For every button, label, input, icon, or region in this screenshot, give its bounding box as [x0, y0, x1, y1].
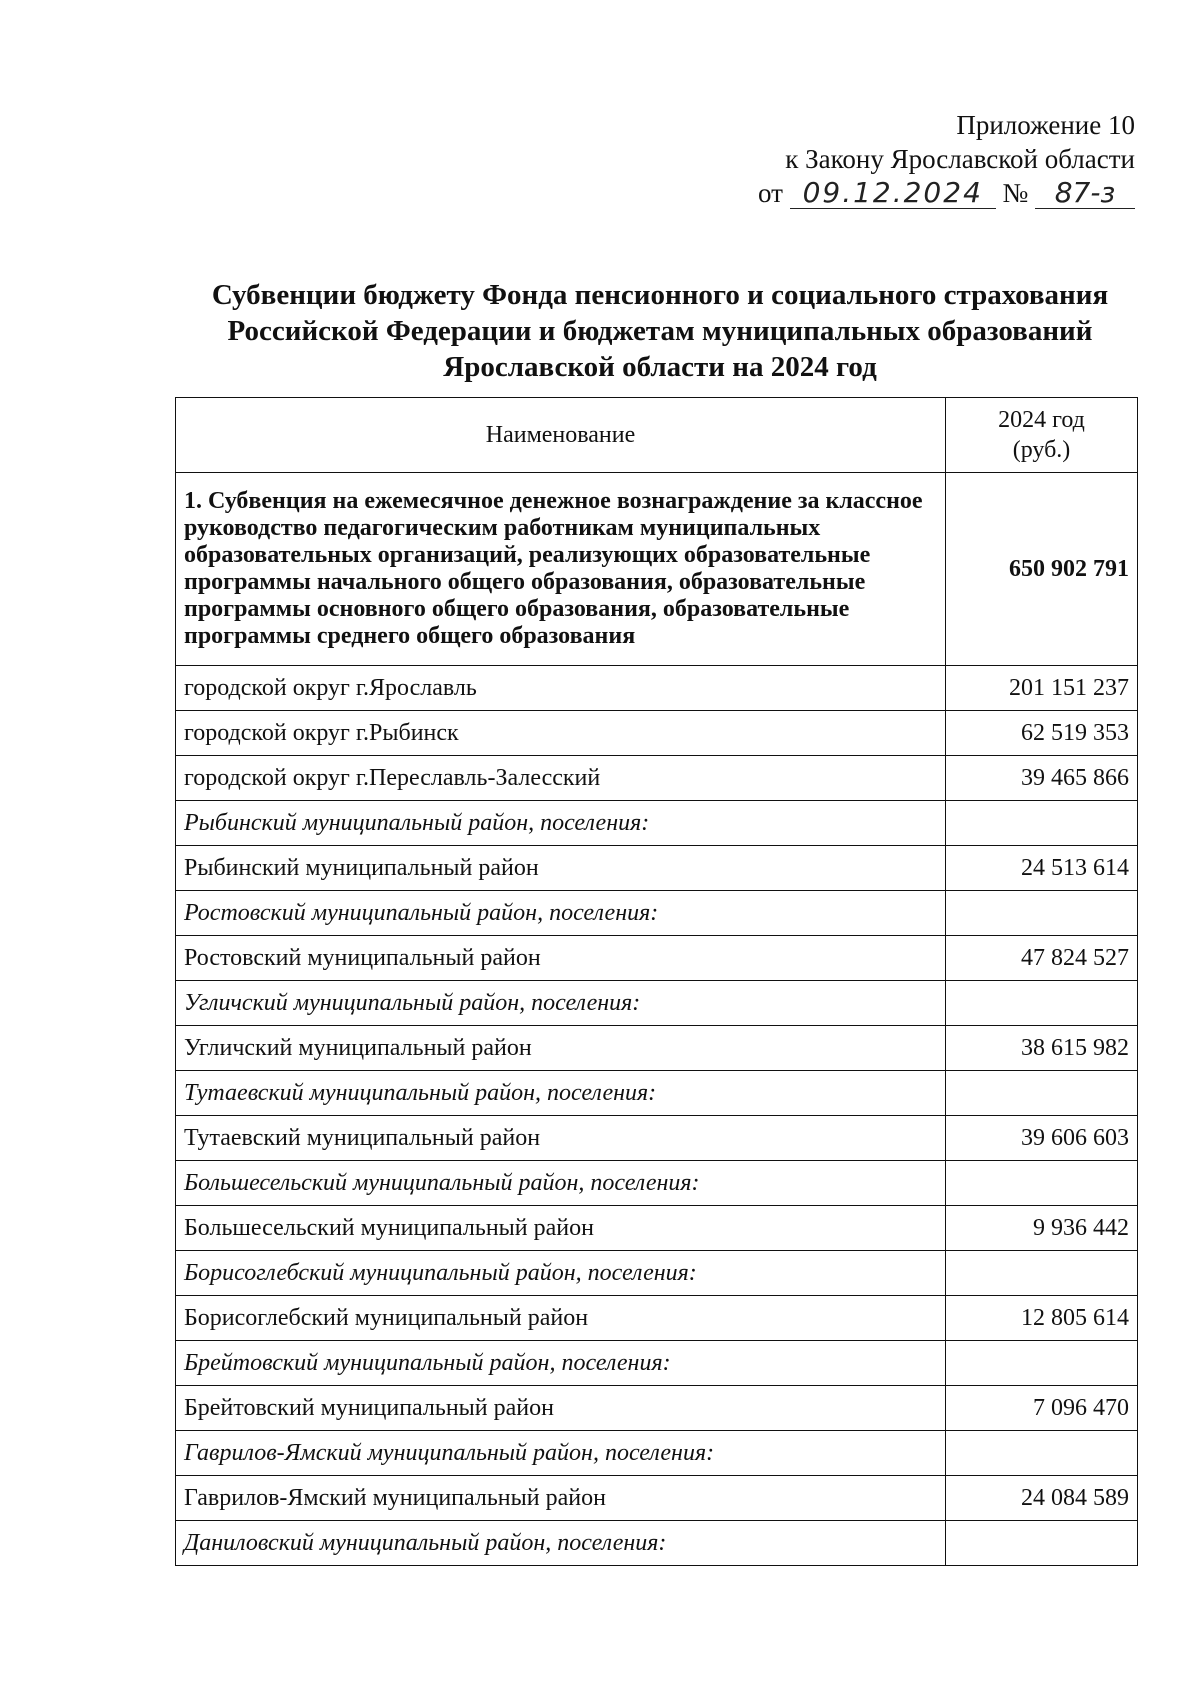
amount-cell: 24 513 614: [946, 846, 1138, 891]
table-row: [176, 1386, 1138, 1431]
handwritten-date: 09.12.2024: [790, 178, 996, 209]
amount-cell: 24 084 589: [946, 1476, 1138, 1521]
document-title: [200, 277, 1120, 385]
municipality-name-cell: Ростовский муниципальный район: [176, 936, 946, 981]
header-year-cell: [946, 398, 1138, 473]
table-row: [176, 1071, 1138, 1116]
district-group-label: Борисоглебский муниципальный район, поселения:: [176, 1251, 946, 1296]
title-line-1: Субвенции бюджету Фонда пенсионного и социального страхования: [211, 279, 1109, 311]
district-group-label: Гаврилов-Ямский муниципальный район, поселения:: [176, 1431, 946, 1476]
section-name-cell: 1. Субвенция на ежемесячное денежное вознаграждение за классное руководство педагогическим работникам муниципальных образовательных организаций, реализующих образовательные программы начального общего образования, образовательные программы основного общего образования, образовательные программы среднего общего образования: [176, 473, 946, 666]
handwritten-number: 87-з: [1035, 178, 1135, 209]
district-group-label: Большесельский муниципальный район, поселения:: [176, 1161, 946, 1206]
district-group-label: Даниловский муниципальный район, поселения:: [176, 1521, 946, 1566]
amount-cell: [946, 1071, 1138, 1116]
amount-cell: [946, 801, 1138, 846]
table-row: [176, 1476, 1138, 1521]
amount-cell: [946, 981, 1138, 1026]
amount-cell: 39 606 603: [946, 1116, 1138, 1161]
municipality-name-cell: Борисоглебский муниципальный район: [176, 1296, 946, 1341]
municipality-name-cell: Угличский муниципальный район: [176, 1026, 946, 1071]
amount-cell: [946, 891, 1138, 936]
amount-cell: 201 151 237: [946, 666, 1138, 711]
table-row: [176, 756, 1138, 801]
municipality-name-cell: Брейтовский муниципальный район: [176, 1386, 946, 1431]
municipality-name-cell: Рыбинский муниципальный район: [176, 846, 946, 891]
district-group-label: Ростовский муниципальный район, поселения:: [176, 891, 946, 936]
table-row: [176, 1251, 1138, 1296]
table-row: [176, 1116, 1138, 1161]
table-row: [176, 1296, 1138, 1341]
table-header-row: [176, 398, 1138, 473]
number-sign: №: [1002, 178, 1029, 208]
table-row: [176, 1431, 1138, 1476]
district-group-label: Брейтовский муниципальный район, поселения:: [176, 1341, 946, 1386]
municipality-name-cell: городской округ г.Переславль-Залесский: [176, 756, 946, 801]
municipality-name-cell: городской округ г.Ярославль: [176, 666, 946, 711]
header-unit-label: (руб.): [1012, 437, 1071, 463]
municipality-name-cell: Гаврилов-Ямский муниципальный район: [176, 1476, 946, 1521]
appendix-label: Приложение 10: [956, 110, 1135, 140]
table-row: [176, 666, 1138, 711]
amount-cell: [946, 1251, 1138, 1296]
district-group-label: Тутаевский муниципальный район, поселения:: [176, 1071, 946, 1116]
header-name-cell: Наименование: [176, 398, 946, 473]
section-amount-cell: 650 902 791: [946, 473, 1138, 666]
amount-cell: 62 519 353: [946, 711, 1138, 756]
table-row: [176, 1341, 1138, 1386]
table-row: [176, 1026, 1138, 1071]
municipality-name-cell: городской округ г.Рыбинск: [176, 711, 946, 756]
subvention-table: [175, 397, 1138, 1566]
table-row: [176, 1521, 1138, 1566]
municipality-name-cell: Большесельский муниципальный район: [176, 1206, 946, 1251]
amount-cell: [946, 1161, 1138, 1206]
table-row: [176, 801, 1138, 846]
title-line-3: Ярославской области на 2024 год: [443, 351, 877, 383]
district-group-label: Угличский муниципальный район, поселения:: [176, 981, 946, 1026]
law-reference: к Закону Ярославской области: [785, 144, 1135, 174]
header-year-label: 2024 год: [998, 407, 1085, 433]
amount-cell: 12 805 614: [946, 1296, 1138, 1341]
table-row: [176, 981, 1138, 1026]
table-row: [176, 711, 1138, 756]
date-number-line: [715, 176, 1135, 210]
date-prefix: от: [758, 178, 783, 208]
table-row: [176, 846, 1138, 891]
table-row: [176, 1161, 1138, 1206]
table-row: [176, 1206, 1138, 1251]
amount-cell: [946, 1521, 1138, 1566]
amount-cell: 47 824 527: [946, 936, 1138, 981]
title-line-2: Российской Федерации и бюджетам муниципальных образований: [227, 315, 1093, 347]
amount-cell: 39 465 866: [946, 756, 1138, 801]
municipality-name-cell: Тутаевский муниципальный район: [176, 1116, 946, 1161]
amount-cell: 38 615 982: [946, 1026, 1138, 1071]
amount-cell: [946, 1431, 1138, 1476]
amount-cell: 7 096 470: [946, 1386, 1138, 1431]
table-row: [176, 891, 1138, 936]
section-row: [176, 473, 1138, 666]
table-row: [176, 936, 1138, 981]
amount-cell: [946, 1341, 1138, 1386]
amount-cell: 9 936 442: [946, 1206, 1138, 1251]
appendix-header: [715, 108, 1135, 210]
district-group-label: Рыбинский муниципальный район, поселения:: [176, 801, 946, 846]
